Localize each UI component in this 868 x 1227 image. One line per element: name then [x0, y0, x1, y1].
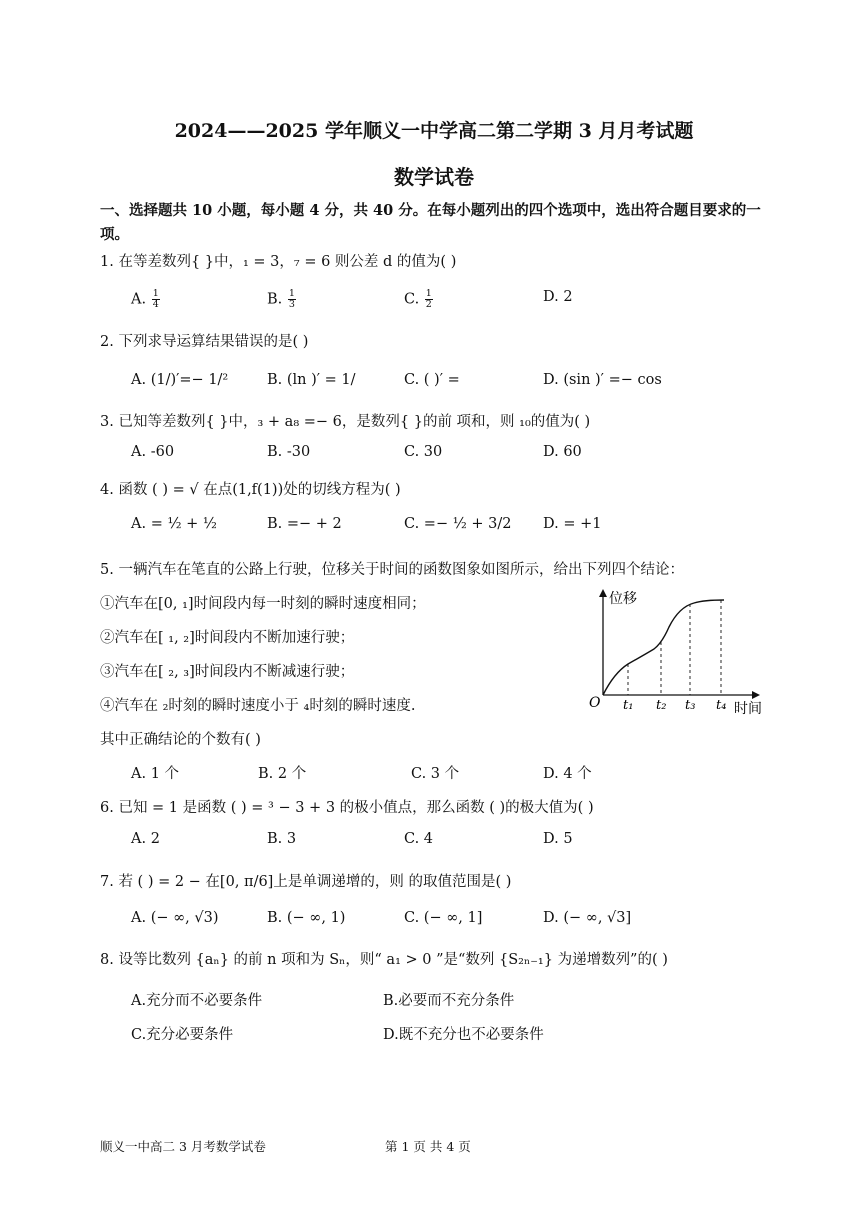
option-label: A. — [131, 291, 147, 308]
question-6-stem: 6. 已知 = 1 是函数 ( ) = ³ − 3 + 3 的极小值点，那么函数 ( )的极大值为( ) — [100, 800, 594, 816]
question-5-conclusion-2: ②汽车在[ ₁, ₂]时间段内不断加速行驶； — [100, 630, 355, 646]
question-1-option-d: D. 2 — [543, 289, 573, 305]
question-3-option-d: D. 60 — [543, 444, 582, 460]
denominator: 3 — [288, 299, 295, 310]
question-7-option-a: A. (− ∞, √3) — [131, 910, 219, 926]
tick-t1: t₁ — [623, 698, 634, 713]
option-label: C. — [404, 291, 420, 308]
fraction — [288, 289, 296, 310]
question-6-option-b: B. 3 — [267, 831, 297, 847]
question-8-option-d: D.既不充分也不必要条件 — [383, 1027, 544, 1043]
numerator: 1 — [288, 288, 295, 299]
displacement-curve — [603, 600, 724, 695]
fraction — [425, 289, 433, 310]
question-2-option-b: B. (ln )′ = 1/ — [267, 372, 356, 388]
question-4-option-c: C. =− ½ + 3/2 — [404, 516, 512, 532]
fraction — [152, 289, 160, 310]
numerator: 1 — [425, 288, 432, 299]
numerator: 1 — [152, 288, 159, 299]
question-6-option-c: C. 4 — [404, 831, 434, 847]
denominator: 4 — [152, 299, 159, 310]
question-5-prompt: 其中正确结论的个数有( ) — [100, 732, 261, 748]
question-6-option-d: D. 5 — [543, 831, 573, 847]
question-7-option-d: D. (− ∞, √3] — [543, 910, 632, 926]
question-8-option-a: A.充分而不必要条件 — [131, 993, 263, 1009]
question-8-option-b: B.必要而不充分条件 — [383, 993, 515, 1009]
question-2-option-a: A. (1/)′=− 1/² — [131, 372, 229, 388]
denominator: 2 — [425, 299, 432, 310]
x-axis-arrow-icon — [752, 691, 760, 699]
question-8-option-c: C.充分必要条件 — [131, 1027, 234, 1043]
question-5-option-a: A. 1 个 — [131, 766, 180, 782]
question-5-option-b: B. 2 个 — [258, 766, 307, 782]
question-5-conclusion-4: ④汽车在 ₂时刻的瞬时速度小于 ₄时刻的瞬时速度. — [100, 698, 416, 714]
tick-t2: t₂ — [656, 698, 667, 713]
question-4-stem: 4. 函数 ( ) = √ 在点(1,f(1))处的切线方程为( ) — [100, 482, 401, 498]
exam-subtitle: 数学试卷 — [394, 165, 474, 189]
question-1-option-a — [131, 289, 161, 310]
page-number: 第 1 页 共 4 页 — [385, 1139, 471, 1154]
footer-left: 顺义一中高二 3 月考数学试卷 — [100, 1139, 266, 1154]
question-7-option-c: C. (− ∞, 1] — [404, 910, 483, 926]
question-5-option-c: C. 3 个 — [411, 766, 460, 782]
y-axis-label: 位移 — [609, 591, 637, 607]
question-5-conclusion-1: ①汽车在[0, ₁]时间段内每一时刻的瞬时速度相同； — [100, 596, 426, 612]
displacement-time-graph — [584, 585, 774, 720]
question-1-stem: 1. 在等差数列{ }中，₁ = 3，₇ = 6 则公差 d 的值为( ) — [100, 254, 457, 270]
question-3-option-b: B. -30 — [267, 444, 311, 460]
question-5-option-d: D. 4 个 — [543, 766, 592, 782]
question-5-stem: 5. 一辆汽车在笔直的公路上行驶，位移关于时间的函数图象如图所示，给出下列四个结论： — [100, 562, 684, 578]
question-8-stem: 8. 设等比数列 {aₙ} 的前 n 项和为 Sₙ，则“ a₁ > 0 ”是“数列 {S₂ₙ₋₁} 为递增数列”的( ) — [100, 952, 668, 968]
question-7-stem: 7. 若 ( ) = 2 − 在[0, π/6]上是单调递增的，则 的取值范围是( ) — [100, 874, 512, 890]
question-1-option-b — [267, 289, 297, 310]
question-3-option-c: C. 30 — [404, 444, 443, 460]
question-3-option-a: A. -60 — [131, 444, 175, 460]
question-6-option-a: A. 2 — [131, 831, 160, 847]
x-axis-label: 时间 — [734, 701, 762, 717]
question-3-stem: 3. 已知等差数列{ }中，₃ + a₈ =− 6，是数列{ }的前 项和，则 ₁₀的值为( ) — [100, 414, 591, 430]
question-2-option-d: D. (sin )′ =− cos — [543, 372, 662, 388]
question-4-option-d: D. = +1 — [543, 516, 602, 532]
question-7-option-b: B. (− ∞, 1) — [267, 910, 346, 926]
question-1-option-c — [404, 289, 434, 310]
question-2-option-c: C. ( )′ = — [404, 372, 460, 388]
tick-t3: t₃ — [685, 698, 696, 713]
exam-title: 2024——2025 学年顺义一中学高二第二学期 3 月月考试题 — [174, 120, 694, 142]
y-axis-arrow-icon — [599, 589, 607, 597]
question-4-option-b: B. =− + 2 — [267, 516, 342, 532]
question-5-conclusion-3: ③汽车在[ ₂, ₃]时间段内不断减速行驶； — [100, 664, 355, 680]
section-heading: 一、选择题共 10 小题，每小题 4 分，共 40 分。在每小题列出的四个选项中，选出符合题目要求的一项。 — [100, 202, 761, 243]
question-2-stem: 2. 下列求导运算结果错误的是( ) — [100, 334, 309, 350]
tick-t4: t₄ — [716, 698, 727, 713]
option-label: B. — [267, 291, 283, 308]
origin-label: O — [589, 695, 601, 711]
question-4-option-a: A. = ½ + ½ — [131, 516, 217, 532]
